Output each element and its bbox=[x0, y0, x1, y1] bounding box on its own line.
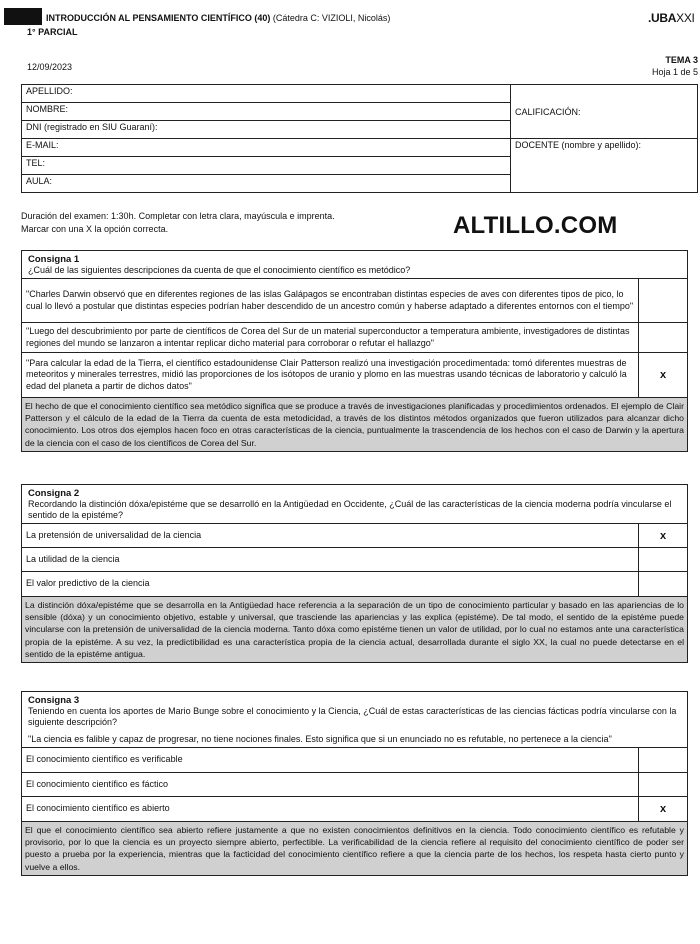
exam-name: 1° PARCIAL bbox=[27, 27, 78, 37]
nombre-field[interactable]: NOMBRE: bbox=[22, 103, 511, 121]
question-3 bbox=[21, 691, 688, 876]
explanation: El que el conocimiento científico sea abierto refiere justamente a que no existen conocimientos definitivos en la ciencia. Todo conocimiento científico es refutable y provisorio, por lo que la ciencia es un proyecto siempre abierto, perfectible. La verificabilidad de la ciencia refiere al requisito del conocimiento científico de poder ser puesto a prueba por la experiencia, mientras que la facticidad del conocimiento científico refiere a que la ciencia parte de los hechos, los respeta hasta cierto punto y vuelve a ellos. bbox=[22, 822, 687, 875]
course-name: INTRODUCCIÓN AL PENSAMIENTO CIENTÍFICO (40) bbox=[46, 13, 271, 23]
question-prompt: Recordando la distinción dóxa/epistéme que se desarrolló en la Antigüedad en Occidente, ¿Cuál de las características de la ciencia moderna podría vincularse el sentido de la epistéme? bbox=[28, 499, 672, 520]
explanation: El hecho de que el conocimiento científico sea metódico significa que se produce a través de investigaciones planificadas y procedimientos ordenados. El ejemplo de Clair Patterson y el cálculo de la edad de la Tierra da cuenta de esta metodicidad, a través de los distintos métodos organizados que fueron utilizados para alcanzar dicho conocimiento. Los otros dos ejemplos hacen foco en otras características de la ciencia, puntualmente la trascendencia de los hechos con el caso de Darwin y la apertura de la ciencia con el caso de los científicos de Corea del Sur. bbox=[22, 398, 687, 451]
question-title: Consigna 1 bbox=[28, 254, 80, 265]
option-text: "Para calcular la edad de la Tierra, el científico estadounidense Clair Patterson realizó una investigación procedimentada: tomó diferentes muestras de meteoritos y minerales terrestres, midió las proporciones de los isótopos de uranio y plomo en las muestras usando técnicas de laboratorio y calculó la edad del planeta a partir de dichos datos" bbox=[22, 353, 639, 397]
answer-box[interactable] bbox=[639, 279, 687, 322]
docente-field[interactable]: DOCENTE (nombre y apellido): bbox=[511, 139, 698, 193]
calificacion-field[interactable]: CALIFICACIÓN: bbox=[511, 85, 698, 139]
instructions bbox=[21, 210, 335, 236]
instructions-line-2: Marcar con una X la opción correcta. bbox=[21, 224, 169, 234]
option-text: El conocimiento científico es fáctico bbox=[22, 773, 639, 796]
option-text: "Charles Darwin observó que en diferentes regiones de las islas Galápagos se encontraban distintas especies de aves con diferentes tipos de pico, lo cual lo llevó a postular que distintas especies podrían haber descendido de un ancestro común y haberse adaptado a diferentes entornos con el tiempo" bbox=[22, 279, 639, 322]
question-2 bbox=[21, 484, 688, 663]
option-row[interactable] bbox=[22, 548, 687, 572]
option-text: La utilidad de la ciencia bbox=[22, 548, 639, 571]
aula-field[interactable]: AULA: bbox=[22, 175, 511, 193]
tema-label: TEMA 3 bbox=[665, 55, 698, 65]
catedra: (Cátedra C: VIZIOLI, Nicolás) bbox=[272, 13, 391, 23]
uba-logo bbox=[648, 11, 695, 25]
instructions-line-1: Duración del examen: 1:30h. Completar con letra clara, mayúscula e imprenta. bbox=[21, 211, 335, 221]
option-row[interactable] bbox=[22, 572, 687, 597]
tema-block bbox=[652, 54, 698, 78]
student-info-table bbox=[21, 84, 698, 193]
apellido-field[interactable]: APELLIDO: bbox=[22, 85, 511, 103]
option-row[interactable] bbox=[22, 797, 687, 822]
answer-box[interactable]: x bbox=[659, 803, 667, 815]
question-1-header bbox=[22, 251, 687, 279]
answer-box[interactable] bbox=[639, 323, 687, 352]
uba-logo-suffix: XXI bbox=[676, 11, 695, 25]
question-2-header bbox=[22, 485, 687, 524]
dni-field[interactable]: DNI (registrado en SIU Guaraní): bbox=[22, 121, 511, 139]
question-prompt: Teniendo en cuenta los aportes de Mario Bunge sobre el conocimiento y la Ciencia, ¿Cuál de estas características de las ciencias fácticas podría vincularse con la siguiente descripción? bbox=[28, 706, 677, 727]
course-title bbox=[46, 13, 390, 23]
question-title: Consigna 2 bbox=[28, 488, 80, 499]
tel-field[interactable]: TEL: bbox=[22, 157, 511, 175]
email-field[interactable]: E-MAIL: bbox=[22, 139, 511, 157]
option-text: "Luego del descubrimiento por parte de científicos de Corea del Sur de un material superconductor a temperatura ambiente, investigadores de distintas regiones del mundo se lanzaron a intentar replicar dicho material para corroborar o refutar el hallazgo" bbox=[22, 323, 639, 352]
option-text: El conocimiento científico es verificable bbox=[22, 748, 639, 772]
answer-box[interactable]: x bbox=[659, 529, 667, 542]
option-row[interactable] bbox=[22, 323, 687, 353]
answer-box[interactable]: x bbox=[659, 369, 667, 381]
answer-box[interactable] bbox=[639, 748, 687, 772]
exam-date: 12/09/2023 bbox=[27, 62, 73, 72]
answer-box[interactable] bbox=[639, 548, 687, 571]
uba-logo-main: .UBA bbox=[648, 11, 677, 25]
question-quote: "La ciencia es falible y capaz de progresar, no tiene nociones finales. Esto significa que si un enunciado no es refutable, no pertenece a la ciencia" bbox=[28, 734, 612, 744]
watermark: ALTILLO.COM bbox=[453, 212, 618, 239]
option-text: La pretensión de universalidad de la ciencia bbox=[22, 524, 639, 547]
option-row[interactable] bbox=[22, 353, 687, 398]
question-1 bbox=[21, 250, 688, 452]
question-title: Consigna 3 bbox=[28, 695, 80, 706]
option-row[interactable] bbox=[22, 279, 687, 323]
question-3-header bbox=[22, 692, 687, 748]
page-count: Hoja 1 de 5 bbox=[651, 67, 698, 77]
option-row[interactable] bbox=[22, 748, 687, 773]
option-text: El valor predictivo de la ciencia bbox=[22, 572, 639, 596]
explanation: La distinción dóxa/epistéme que se desarrolla en la Antigüedad hace referencia a la separación de un tipo de conocimiento particular y basado en las apariencias de lo sensible (dóxa) y un conocimiento objetivo, estable y universal, que trasciende las apariencias y las explica (epistéme). De tal modo, el sentido de la epistéme puede vincularse con la pretensión de universalidad de la ciencia moderna. Tanto dóxa como epistéme tienen un valor de utilidad, por lo cual no estamos ante una característica propia de la epistéme. A su vez, la predictibilidad es una característica propia de la ciencia actual, desarrollada durante el siglo XX, la cual no puede detectarse en el sentido de la epistéme antigua. bbox=[22, 597, 687, 662]
redaction-block bbox=[4, 8, 42, 25]
answer-box[interactable] bbox=[639, 572, 687, 596]
option-text: El conocimiento científico es abierto bbox=[22, 797, 639, 821]
answer-box[interactable] bbox=[639, 773, 687, 796]
question-prompt: ¿Cuál de las siguientes descripciones da cuenta de que el conocimiento científico es metódico? bbox=[28, 265, 411, 275]
option-row[interactable] bbox=[22, 524, 687, 548]
option-row[interactable] bbox=[22, 773, 687, 797]
